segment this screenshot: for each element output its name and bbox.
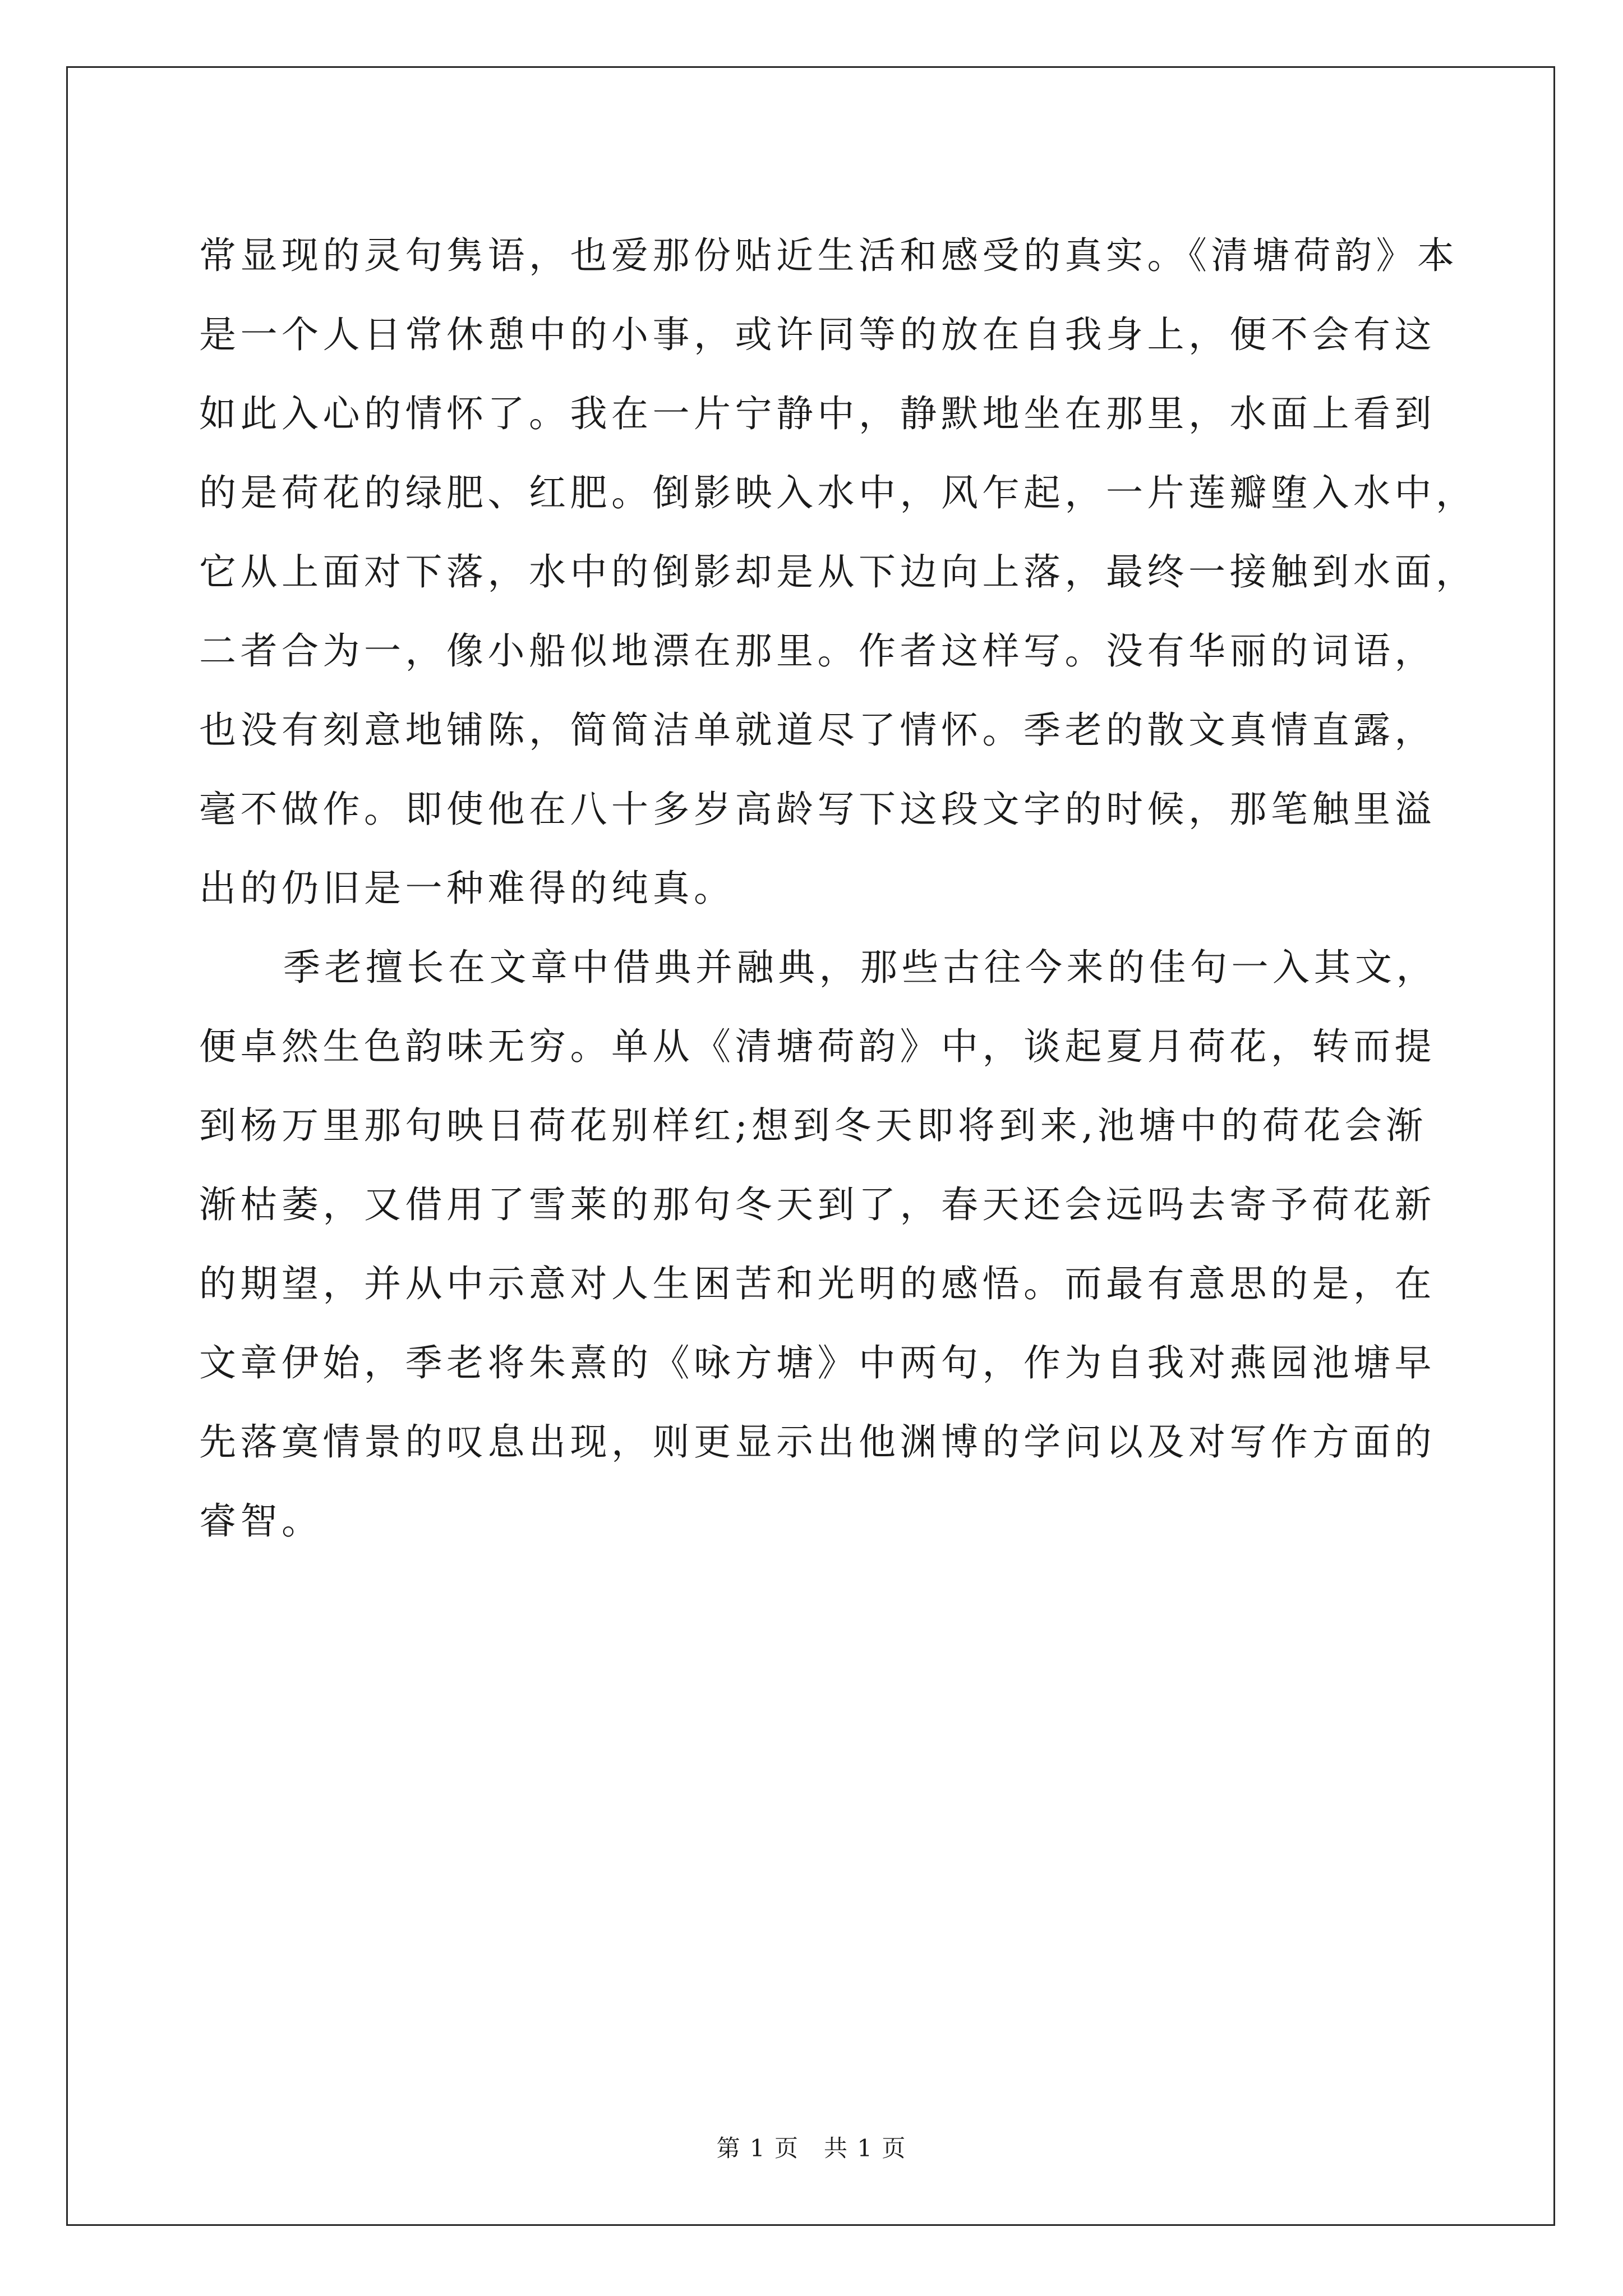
paragraph-1-line-7: 也没有刻意地铺陈，简简洁单就道尽了情怀。季老的散文真情直露， bbox=[199, 708, 1436, 752]
paragraph-2-line-1: 季老擅长在文章中借典并融典，那些古往今来的佳句一入其文， bbox=[283, 946, 1437, 989]
paragraph-2-line-8: 睿智。 bbox=[199, 1499, 323, 1543]
paragraph-2-line-6: 文章伊始，季老将朱熹的《咏方塘》中两句，作为自我对燕园池塘早 bbox=[199, 1341, 1436, 1384]
paragraph-1-line-2: 是一个人日常休憩中的小事，或许同等的放在自我身上，便不会有这 bbox=[199, 313, 1436, 356]
paragraph-1-line-3: 如此入心的情怀了。我在一片宁静中，静默地坐在那里，水面上看到 bbox=[199, 392, 1436, 435]
paragraph-2-line-7: 先落寞情景的叹息出现，则更显示出他渊博的学问以及对写作方面的 bbox=[199, 1420, 1436, 1464]
paragraph-1-line-6: 二者合为一，像小船似地漂在那里。作者这样写。没有华丽的词语， bbox=[199, 629, 1436, 673]
document-body bbox=[199, 216, 1477, 1561]
paragraph-1-line-9: 出的仍旧是一种难得的纯真。 bbox=[199, 867, 735, 910]
page-footer-page-number: 第 1 页 共 1 页 bbox=[716, 2134, 907, 2162]
paragraph-1-line-4: 的是荷花的绿肥、红肥。倒影映入水中，风乍起，一片莲瓣堕入水中， bbox=[199, 471, 1477, 514]
paragraph-1-line-5: 它从上面对下落，水中的倒影却是从下边向上落，最终一接触到水面， bbox=[199, 550, 1477, 593]
paragraph-2-line-4: 渐枯萎，又借用了雪莱的那句冬天到了，春天还会远吗去寄予荷花新 bbox=[199, 1183, 1436, 1226]
paragraph-1-line-1: 常显现的灵句隽语，也爱那份贴近生活和感受的真实。《清塘荷韵》本 bbox=[199, 234, 1459, 277]
paragraph-2-line-3: 到杨万里那句映日荷花别样红;想到冬天即将到来,池塘中的荷花会渐 bbox=[199, 1104, 1427, 1147]
paragraph-2-line-5: 的期望，并从中示意对人生困苦和光明的感悟。而最有意思的是，在 bbox=[199, 1262, 1436, 1305]
paragraph-2-line-2: 便卓然生色韵味无穷。单从《清塘荷韵》中，谈起夏月荷花，转而提 bbox=[199, 1025, 1436, 1068]
paragraph-1-line-8: 毫不做作。即使他在八十多岁高龄写下这段文字的时候，那笔触里溢 bbox=[199, 788, 1436, 831]
